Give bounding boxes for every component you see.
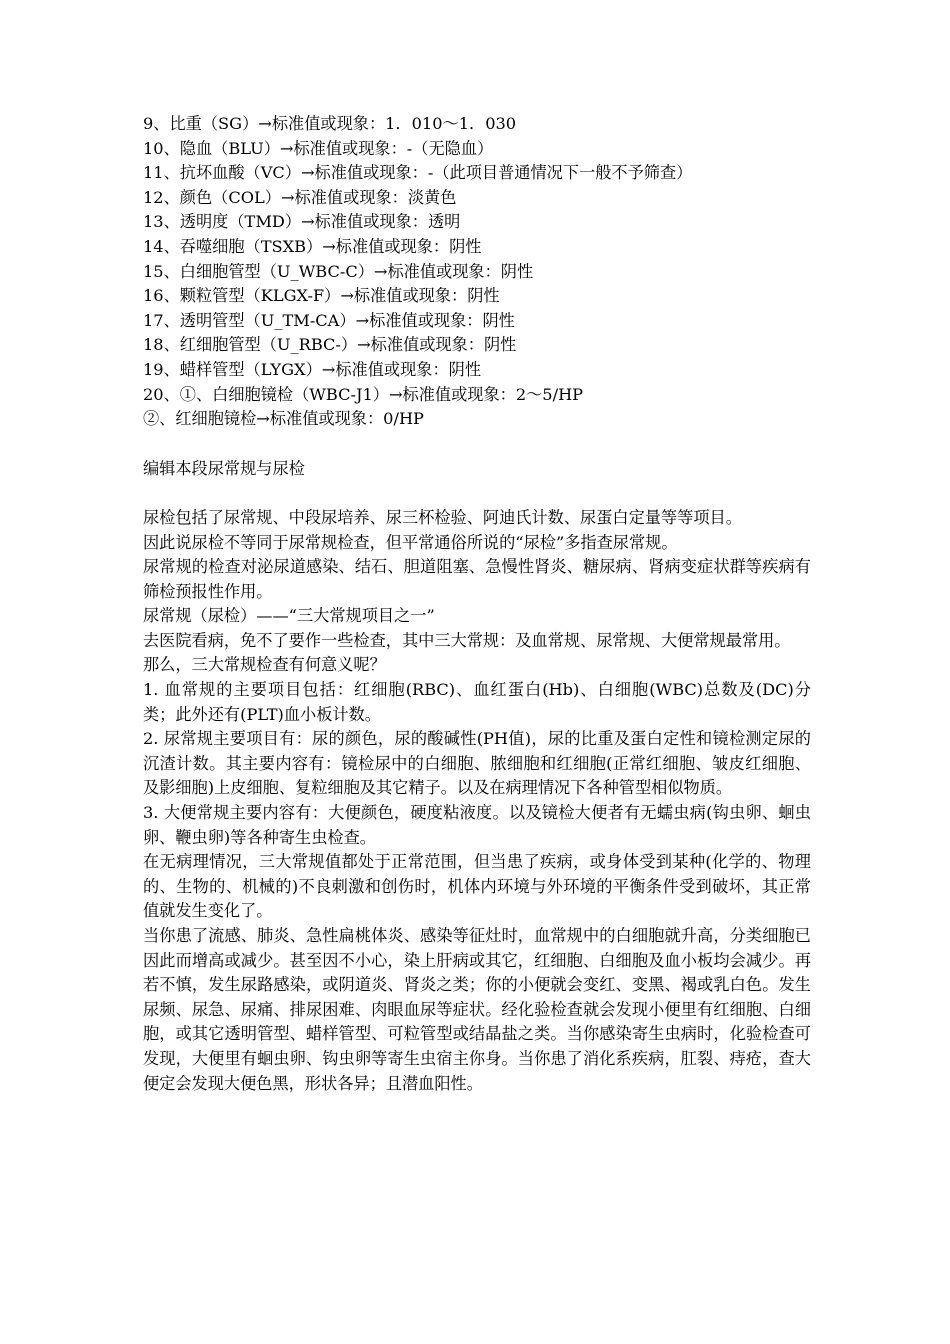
- list-item: ②、红细胞镜检→标准值或现象：0/HP: [143, 409, 424, 429]
- paragraph: 1. 血常规的主要项目包括：红细胞(RBC)、血红蛋白(Hb)、白细胞(WBC)总数及(DC)分类；此外还有(PLT)血小板计数。: [143, 680, 811, 724]
- list-item: 18、红细胞管型（U_RBC-）→标准值或现象：阴性: [143, 335, 517, 355]
- list-item: 19、蜡样管型（LYGX）→标准值或现象：阴性: [143, 359, 482, 379]
- list-item: 14、吞噬细胞（TSXB）→标准值或现象：阴性: [143, 236, 482, 256]
- list-item: 9、比重（SG）→标准值或现象：1．010～1．030: [143, 114, 517, 133]
- list-item: 10、隐血（BLU）→标准值或现象：-（无隐血）: [143, 138, 494, 158]
- standard-values-list: [143, 112, 811, 432]
- paragraph: 3. 大便常规主要内容有：大便颜色，硬度粘液度。以及镜检大便者有无蠕虫病(钩虫卵、蛔虫卵、鞭虫卵)等各种寄生虫检查。: [143, 803, 811, 847]
- list-item: 13、透明度（TMD）→标准值或现象：透明: [143, 212, 461, 232]
- list-item: 15、白细胞管型（U_WBC-C）→标准值或现象：阴性: [143, 261, 534, 281]
- document-page: [143, 112, 811, 1096]
- paragraph: 尿常规的检查对泌尿道感染、结石、胆道阻塞、急慢性肾炎、糖尿病、肾病变症状群等疾病有筛检预报性作用。: [143, 557, 811, 601]
- body-text: [143, 506, 811, 1096]
- list-item: 20、①、白细胞镜检（WBC-J1）→标准值或现象：2～5/HP: [143, 384, 584, 404]
- paragraph: 去医院看病，免不了要作一些检查，其中三大常规：及血常规、尿常规、大便常规最常用。: [143, 630, 791, 650]
- paragraph: 尿常规（尿检）——“三大常规项目之一”: [143, 606, 435, 626]
- paragraph: 当你患了流感、肺炎、急性扁桃体炎、感染等征灶时，血常规中的白细胞就升高，分类细胞已因此而增高或减少。甚至因不小心，染上肝病或其它，红细胞、白细胞及血小板均会减少。再若不慎，发生尿路感染，或阴道炎、肾炎之类；你的小便就会变红、变黑、褐或乳白色。发生尿频、尿急、尿痛、排尿困难、肉眼血尿等症状。经化验检查就会发现小便里有红细胞、白细胞，或其它透明管型、蜡样管型、可粒管型或结晶盐之类。当你感染寄生虫病时，化验检查可发现，大便里有蛔虫卵、钩虫卵等寄生虫宿主你身。当你患了消化系疾病，肛裂、痔疮，查大便定会发现大便色黑，形状各异；且潜血阳性。: [143, 926, 811, 1093]
- section-heading: 编辑本段尿常规与尿检: [143, 458, 305, 478]
- paragraph: 那么，三大常规检查有何意义呢？: [143, 655, 386, 675]
- paragraph: 因此说尿检不等同于尿常规检查，但平常通俗所说的“尿检”多指查尿常规。: [143, 532, 678, 552]
- list-item: 16、颗粒管型（KLGX-F）→标准值或现象：阴性: [143, 286, 500, 306]
- list-item: 11、抗坏血酸（VC）→标准值或现象：-（此项目普通情况下一般不予筛查）: [143, 163, 693, 183]
- paragraph: 2. 尿常规主要项目有：尿的颜色，尿的酸碱性(PH值)，尿的比重及蛋白定性和镜检测定尿的沉渣计数。其主要内容有：镜检尿中的白细胞、脓细胞和红细胞(正常红细胞、皱皮红细胞、及影细胞)上皮细胞、复粒细胞及其它精子。以及在病理情况下各种管型相似物质。: [143, 729, 811, 798]
- paragraph: 尿检包括了尿常规、中段尿培养、尿三杯检验、阿迪氏计数、尿蛋白定量等等项目。: [143, 507, 742, 527]
- paragraph: 在无病理情况，三大常规值都处于正常范围，但当患了疾病，或身体受到某种(化学的、物理的、生物的、机械的)不良刺激和创伤时，机体内环境与外环境的平衡条件受到破坏，其正常值就发生变化了。: [143, 852, 811, 921]
- list-item: 12、颜色（COL）→标准值或现象：淡黄色: [143, 187, 457, 207]
- list-item: 17、透明管型（U_TM-CA）→标准值或现象：阴性: [143, 310, 515, 330]
